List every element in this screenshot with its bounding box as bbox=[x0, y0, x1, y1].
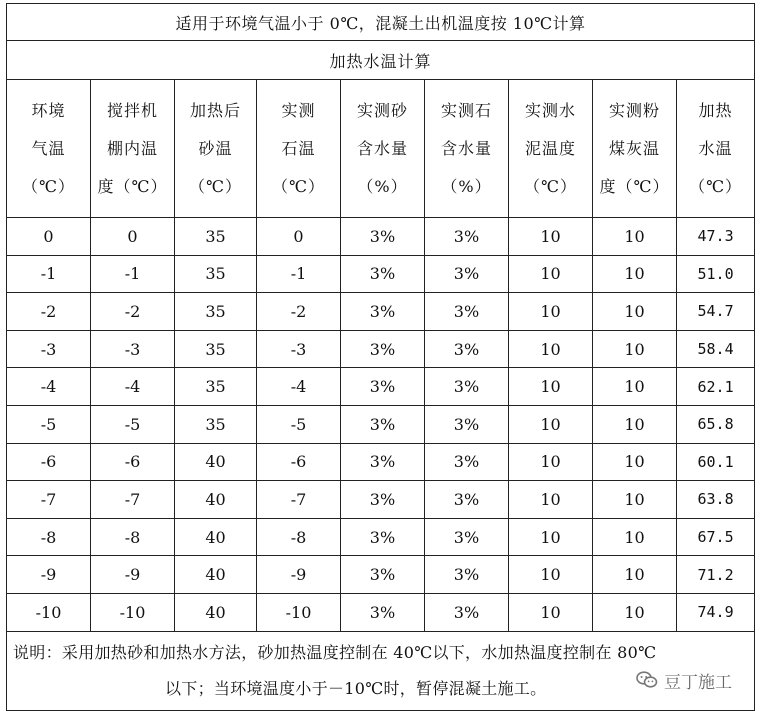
column-header bbox=[509, 80, 593, 218]
table-cell: 3% bbox=[425, 368, 509, 406]
table-row bbox=[7, 218, 755, 256]
table-cell: -5 bbox=[257, 405, 341, 443]
table-cell: 74.9 bbox=[677, 593, 755, 631]
table-cell: -10 bbox=[91, 593, 175, 631]
table-cell: 40 bbox=[175, 518, 257, 556]
column-header-line: （%） bbox=[441, 176, 492, 196]
table-cell: -8 bbox=[91, 518, 175, 556]
table-cell: -10 bbox=[257, 593, 341, 631]
table-cell: 3% bbox=[425, 593, 509, 631]
table-cell: 60.1 bbox=[677, 443, 755, 481]
table-cell: -7 bbox=[7, 481, 91, 519]
table-cell: -6 bbox=[7, 443, 91, 481]
table-cell: 10 bbox=[509, 481, 593, 519]
table-cell: -1 bbox=[7, 255, 91, 293]
table-row bbox=[7, 293, 755, 331]
table-cell: -3 bbox=[7, 330, 91, 368]
table-cell: 10 bbox=[593, 443, 677, 481]
table-cell: 0 bbox=[91, 218, 175, 256]
document bbox=[6, 3, 754, 711]
table-cell: -2 bbox=[7, 293, 91, 331]
table-cell: -6 bbox=[91, 443, 175, 481]
table-cell: 10 bbox=[593, 218, 677, 256]
table-cell: 3% bbox=[425, 481, 509, 519]
table-cell: 3% bbox=[425, 293, 509, 331]
column-header bbox=[7, 80, 91, 218]
table-cell: 65.8 bbox=[677, 405, 755, 443]
column-header bbox=[175, 80, 257, 218]
table-cell: 10 bbox=[509, 443, 593, 481]
table-cell: 35 bbox=[175, 368, 257, 406]
table-cell: 10 bbox=[593, 368, 677, 406]
column-header bbox=[257, 80, 341, 218]
table-cell: -5 bbox=[91, 405, 175, 443]
table-row bbox=[7, 368, 755, 406]
table-row bbox=[7, 330, 755, 368]
table-cell: 10 bbox=[593, 518, 677, 556]
table-cell: 10 bbox=[593, 330, 677, 368]
table-cell: -10 bbox=[7, 593, 91, 631]
table-cell: 10 bbox=[593, 405, 677, 443]
table-cell: 35 bbox=[175, 218, 257, 256]
table-cell: 3% bbox=[341, 556, 425, 594]
column-header-line: 泥温度 bbox=[524, 138, 576, 158]
table-row bbox=[7, 593, 755, 631]
watermark-text: 豆丁施工 bbox=[664, 672, 732, 693]
table-cell: 10 bbox=[509, 368, 593, 406]
table-cell: 35 bbox=[175, 405, 257, 443]
table-cell: 3% bbox=[341, 330, 425, 368]
column-header-line: 棚内温 bbox=[106, 138, 158, 158]
table-cell: 54.7 bbox=[677, 293, 755, 331]
table-row bbox=[7, 518, 755, 556]
table-cell: -8 bbox=[7, 518, 91, 556]
table-cell: 10 bbox=[593, 255, 677, 293]
table-cell: 3% bbox=[425, 556, 509, 594]
table-cell: 63.8 bbox=[677, 481, 755, 519]
table-cell: -1 bbox=[91, 255, 175, 293]
table-cell: -7 bbox=[257, 481, 341, 519]
table-cell: -5 bbox=[7, 405, 91, 443]
table-cell: -3 bbox=[91, 330, 175, 368]
table-cell: 0 bbox=[257, 218, 341, 256]
table-cell: -8 bbox=[257, 518, 341, 556]
table-cell: 3% bbox=[341, 293, 425, 331]
column-header-line: （℃） bbox=[272, 176, 325, 196]
column-header bbox=[425, 80, 509, 218]
column-header-line: 加热后 bbox=[189, 100, 241, 120]
table-cell: 10 bbox=[509, 293, 593, 331]
table-cell: 3% bbox=[341, 218, 425, 256]
table-cell: 10 bbox=[509, 518, 593, 556]
column-header-line: 加热 bbox=[698, 100, 733, 120]
column-header-line: 砂温 bbox=[198, 138, 233, 158]
table-row bbox=[7, 443, 755, 481]
table-cell: 3% bbox=[341, 518, 425, 556]
table-cell: -4 bbox=[91, 368, 175, 406]
table-cell: 3% bbox=[425, 218, 509, 256]
table-cell: 40 bbox=[175, 556, 257, 594]
table-cell: 10 bbox=[509, 330, 593, 368]
table-cell: 3% bbox=[341, 405, 425, 443]
table-cell: 0 bbox=[7, 218, 91, 256]
table-cell: 3% bbox=[425, 405, 509, 443]
table-cell: 3% bbox=[341, 481, 425, 519]
column-header-line: 石温 bbox=[281, 138, 316, 158]
table-cell: 67.5 bbox=[677, 518, 755, 556]
table-cell: 10 bbox=[593, 593, 677, 631]
table-row bbox=[7, 405, 755, 443]
column-header-line: （℃） bbox=[524, 176, 577, 196]
column-header-line: 气温 bbox=[31, 138, 66, 158]
column-header-line: 度（℃） bbox=[97, 176, 168, 196]
column-header-line: 实测粉 bbox=[608, 100, 660, 120]
table-cell: 10 bbox=[509, 405, 593, 443]
table-cell: -9 bbox=[91, 556, 175, 594]
table-subtitle: 加热水温计算 bbox=[7, 41, 755, 80]
table-cell: 47.3 bbox=[677, 218, 755, 256]
table-cell: 3% bbox=[341, 368, 425, 406]
column-header bbox=[593, 80, 677, 218]
column-header-line: 水温 bbox=[698, 138, 733, 158]
water-temperature-table bbox=[6, 3, 755, 711]
table-cell: 3% bbox=[341, 443, 425, 481]
column-header-line: 度（℃） bbox=[599, 176, 670, 196]
column-header-line: 实测砂 bbox=[356, 100, 408, 120]
table-cell: -2 bbox=[91, 293, 175, 331]
table-cell: 40 bbox=[175, 593, 257, 631]
table-cell: 3% bbox=[341, 255, 425, 293]
column-header-line: 搅拌机 bbox=[106, 100, 158, 120]
table-cell: 71.2 bbox=[677, 556, 755, 594]
table-cell: -4 bbox=[257, 368, 341, 406]
table-cell: 3% bbox=[425, 330, 509, 368]
table-cell: 51.0 bbox=[677, 255, 755, 293]
table-cell: 35 bbox=[175, 293, 257, 331]
table-cell: 58.4 bbox=[677, 330, 755, 368]
table-title: 适用于环境气温小于 0℃，混凝土出机温度按 10℃计算 bbox=[7, 4, 755, 41]
note-line: 以下；当环境温度小于－10℃时，暂停混凝土施工。 bbox=[165, 678, 547, 698]
table-cell: 10 bbox=[509, 218, 593, 256]
header-row bbox=[7, 80, 755, 218]
table-cell: 3% bbox=[425, 443, 509, 481]
note-line: 说明：采用加热砂和加热水方法，砂加热温度控制在 40℃以下，水加热温度控制在 80℃ bbox=[13, 642, 657, 662]
column-header-line: 环境 bbox=[31, 100, 66, 120]
table-cell: 10 bbox=[509, 255, 593, 293]
column-header-line: 含水量 bbox=[440, 138, 492, 158]
table-cell: -6 bbox=[257, 443, 341, 481]
table-cell: -9 bbox=[7, 556, 91, 594]
table-row bbox=[7, 255, 755, 293]
column-header-line: 实测石 bbox=[440, 100, 492, 120]
column-header-line: （℃） bbox=[189, 176, 242, 196]
table-cell: 3% bbox=[425, 518, 509, 556]
table-cell: 40 bbox=[175, 481, 257, 519]
table-cell: 40 bbox=[175, 443, 257, 481]
table-cell: -7 bbox=[91, 481, 175, 519]
table-cell: 10 bbox=[593, 556, 677, 594]
column-header-line: （℃） bbox=[689, 176, 742, 196]
column-header-line: （℃） bbox=[22, 176, 75, 196]
table-cell: 3% bbox=[425, 255, 509, 293]
column-header-line: 含水量 bbox=[356, 138, 408, 158]
column-header bbox=[91, 80, 175, 218]
watermark bbox=[636, 668, 732, 693]
table-cell: 10 bbox=[593, 481, 677, 519]
wechat-icon bbox=[636, 671, 658, 689]
table-cell: 62.1 bbox=[677, 368, 755, 406]
table-row bbox=[7, 556, 755, 594]
table-cell: -3 bbox=[257, 330, 341, 368]
column-header bbox=[677, 80, 755, 218]
table-cell: 35 bbox=[175, 255, 257, 293]
table-cell: 10 bbox=[509, 593, 593, 631]
table-cell: -9 bbox=[257, 556, 341, 594]
table-cell: -1 bbox=[257, 255, 341, 293]
column-header bbox=[341, 80, 425, 218]
table-cell: 10 bbox=[509, 556, 593, 594]
table-row bbox=[7, 481, 755, 519]
table-cell: 10 bbox=[593, 293, 677, 331]
column-header-line: 煤灰温 bbox=[608, 138, 660, 158]
table-cell: -4 bbox=[7, 368, 91, 406]
column-header-line: 实测 bbox=[281, 100, 316, 120]
column-header-line: 实测水 bbox=[524, 100, 576, 120]
table-cell: 3% bbox=[341, 593, 425, 631]
table-cell: -2 bbox=[257, 293, 341, 331]
column-header-line: （%） bbox=[357, 176, 408, 196]
table-cell: 35 bbox=[175, 330, 257, 368]
